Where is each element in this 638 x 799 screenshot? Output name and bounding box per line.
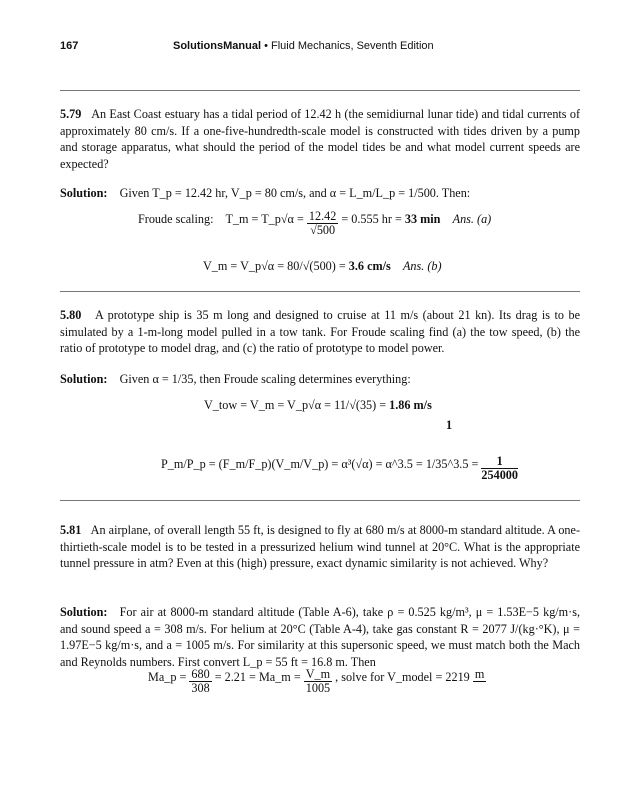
equation-froude-period [138,209,492,237]
solution-text: For air at 8000-m standard altitude (Table A-6), take ρ = 0.525 kg/m³, μ = 1.53E−5 kg/m·s, and sound speed a = 308 m/s. For helium at 20°C (Table A-4), take gas constant R = 2077 J/(kg·°K), μ = 1.97E−5 kg/m·s, and a = 1005 m/s. For similarity at this supersonic speed, we must match both the Mach and Reynolds numbers. First convert L_p = 55 ft = 16.8 m. Then [60,605,580,669]
answer-tag: Ans. (b) [402,259,442,273]
equation-power-ratio [161,454,518,482]
page-number: 167 [60,40,79,52]
problem-text: An airplane, of overall length 55 ft, is designed to fly at 680 m/s at 8000-m standard altitude. A one-thirtieth-scale model is to be tested in a pressurized helium wind tunnel at 20°C. What is the appropriate tunnel pressure in atm? Even at this (high) pressure, exact dynamic similarity is not achieved. Why? [60,523,580,571]
running-title [173,40,434,52]
numerator: 12.42 [308,209,337,223]
solution-5-80 [60,372,411,387]
equation-rhs: = 0.555 hr = [341,211,402,226]
solution-5-81 [60,604,580,670]
divider [60,500,580,501]
problem-5-79 [60,106,580,172]
equation-tail: , solve for V_model = 2219 [335,669,470,684]
solution-label: Solution: [60,372,108,386]
unit: m [474,667,485,681]
denominator: 308 [191,681,210,695]
solution-label: Solution: [60,605,108,619]
unit-fraction [473,668,486,688]
equation-lhs: T_m = T_p√α = [225,211,304,226]
problem-5-81 [60,522,580,572]
equation-drag-ratio-fragment [446,418,452,430]
divider [60,291,580,292]
problem-number: 5.81 [60,523,82,537]
fraction [481,454,518,482]
equation-result: 1.86 m/s [389,398,432,412]
problem-text: An East Coast estuary has a tidal period of 12.42 h (the semidiurnal lunar tide) and tidal currents of approximately 80 cm/s. If a one-five-hundredth-scale model is constructed with tides driven by a pump and storage apparatus, what should the period of the model tides be and what model current speeds are expected? [60,107,581,171]
problem-number: 5.80 [60,308,82,322]
problem-5-80 [60,307,580,357]
equation-middle: = 2.21 = Ma_m = [214,669,301,684]
solution-label: Solution: [60,186,108,200]
fraction [304,667,332,695]
solution-text: Given T_p = 12.42 hr, V_p = 80 cm/s, and α = L_m/L_p = 1/500. Then: [119,186,471,200]
book-subtitle: Fluid Mechanics, Seventh Edition [270,40,434,52]
denominator: 254000 [481,468,518,482]
problem-text: A prototype ship is 35 m long and designed to cruise at 11 m/s (about 21 kn). Its drag is to be simulated by a 1-m-long model pulled in a tow tank. For Froude scaling find (a) the tow speed, (b) the ratio of prototype to model drag, and (c) the ratio of prototype to model power. [60,308,581,356]
unit-denominator [473,682,486,688]
equation-mach-match [148,667,486,695]
equation-tow-speed [204,398,432,413]
numerator: V_m [305,667,331,681]
numerator: 1 [481,455,518,469]
equation-froude-speed [203,259,442,274]
solution-5-79 [60,186,470,201]
numerator: 1 [446,418,453,432]
book-title: SolutionsManual [173,40,261,52]
numerator: 680 [191,667,210,681]
denominator: 1005 [305,681,331,695]
answer-tag: Ans. (a) [452,211,492,226]
divider [60,90,580,91]
solution-text: Given α = 1/35, then Froude scaling determines everything: [119,372,411,386]
fraction [307,209,338,237]
equation-label: Froude scaling: [138,211,214,226]
equation-result: 33 min [404,211,441,226]
fraction [189,667,211,695]
problem-number: 5.79 [60,107,82,121]
denominator: √500 [310,223,336,237]
equation-lhs: V_m = V_p√α = 80/√(500) = [203,259,346,273]
equation-lhs: P_m/P_p = (F_m/F_p)(V_m/V_p) = α³(√α) = α^3.5 = 1/35^3.5 = [161,456,479,471]
title-bullet: • [264,40,268,52]
equation-result: 3.6 cm/s [348,259,391,273]
equation-lhs: V_tow = V_m = V_p√α = 11/√(35) = [204,398,387,412]
equation-lhs: Ma_p = [148,669,187,684]
